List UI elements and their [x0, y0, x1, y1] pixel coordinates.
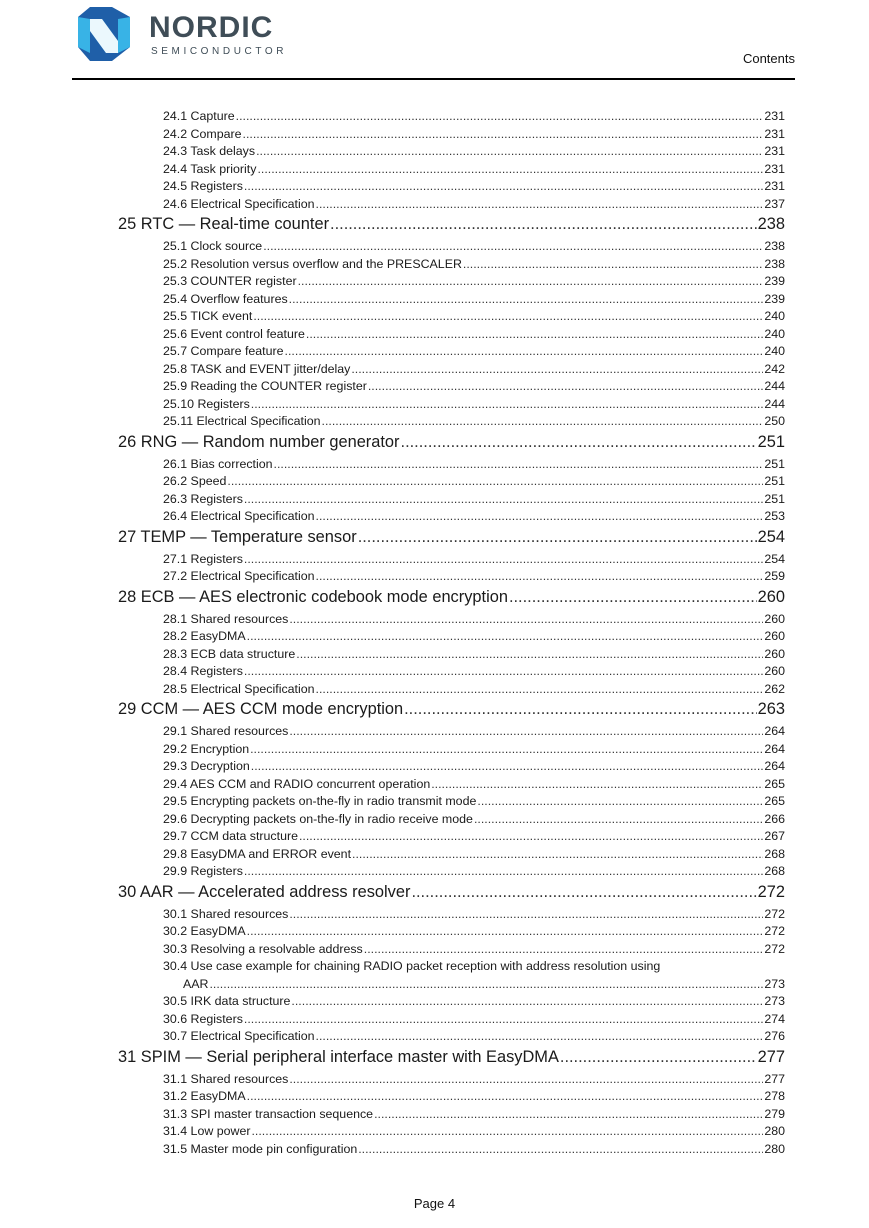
toc-page-number: 267	[764, 829, 785, 843]
dot-leader	[236, 109, 764, 123]
toc-entry[interactable]	[163, 1124, 785, 1142]
toc-page-number: 259	[764, 569, 785, 583]
toc-page-number: 272	[764, 941, 785, 956]
dot-leader	[358, 528, 757, 547]
toc-chapter-31[interactable]	[118, 1048, 785, 1072]
dot-leader	[351, 362, 763, 376]
toc-entry-label: 29.5 Encrypting packets on-the-fly in radio transmit mode	[163, 794, 477, 808]
toc-page-number: 268	[764, 864, 785, 878]
toc-page-number: 272	[764, 906, 785, 921]
toc-entry-label: 25.3 COUNTER register	[163, 274, 297, 288]
toc-page-number: 277	[757, 1047, 785, 1066]
toc-page-number: 268	[764, 846, 785, 861]
toc-entry[interactable]	[163, 379, 785, 397]
dot-leader	[251, 1124, 763, 1138]
toc-page-number: 280	[764, 1141, 785, 1156]
toc-entry-label: 26.3 Registers	[163, 491, 243, 506]
toc-page-number: 240	[764, 344, 785, 358]
toc-page-number: 272	[757, 882, 785, 901]
toc-page-number: 244	[764, 379, 785, 393]
toc-page-number: 242	[764, 361, 785, 376]
dot-leader	[244, 1012, 763, 1026]
toc-entry[interactable]	[163, 1089, 785, 1107]
dot-leader	[243, 127, 764, 141]
toc-entry-label: 29.4 AES CCM and RADIO concurrent operation	[163, 776, 431, 791]
toc-entry[interactable]	[163, 1072, 785, 1090]
toc-entry[interactable]	[163, 924, 785, 942]
dot-leader	[247, 1089, 764, 1103]
toc-entry[interactable]	[163, 1012, 785, 1030]
toc-page-number: 265	[764, 794, 785, 808]
nordic-logo-icon	[76, 5, 142, 63]
toc-group-29	[0, 724, 869, 882]
toc-entry[interactable]	[163, 864, 785, 882]
toc-page-number: 274	[764, 1011, 785, 1026]
dot-leader	[296, 647, 763, 661]
toc-entry[interactable]	[163, 664, 785, 682]
dot-leader	[251, 397, 764, 411]
dot-leader	[285, 344, 764, 358]
toc-page-number: 231	[764, 126, 785, 141]
toc-entry-label: 29.7 CCM data structure	[163, 829, 298, 843]
toc-entry[interactable]	[163, 274, 785, 292]
toc-page-number: 240	[764, 326, 785, 341]
toc-chapter-30[interactable]	[118, 883, 785, 907]
toc-entry-label: 24.3 Task delays	[163, 144, 256, 158]
toc-page-number: 266	[764, 811, 785, 826]
toc-page-number: 280	[764, 1124, 785, 1138]
toc-chapter-label: 31 SPIM — Serial peripheral interface master with EasyDMA	[118, 1047, 559, 1066]
toc-entry[interactable]	[163, 344, 785, 362]
toc-page-number: 231	[764, 144, 785, 158]
toc-entry[interactable]	[163, 144, 785, 162]
toc-page-number: 251	[764, 456, 785, 471]
toc-chapter-28[interactable]	[118, 588, 785, 612]
toc-group-25	[0, 239, 869, 432]
dot-leader	[477, 794, 763, 808]
toc-entry[interactable]	[163, 612, 785, 630]
dot-leader	[509, 588, 757, 607]
page-footer	[0, 1196, 869, 1211]
dot-leader	[330, 215, 757, 234]
toc-entry[interactable]	[163, 292, 785, 310]
toc-page-number: 250	[764, 414, 785, 428]
toc-entry-label: 24.2 Compare	[163, 126, 242, 141]
toc-entry-label: 25.6 Event control feature	[163, 326, 305, 341]
toc-entry-label: 24.1 Capture	[163, 109, 235, 123]
toc-page-number: 263	[757, 700, 785, 718]
toc-entry[interactable]	[163, 1107, 785, 1125]
header-divider	[72, 78, 795, 80]
toc-page-number: 279	[764, 1106, 785, 1121]
dot-leader	[247, 629, 764, 643]
dot-leader	[411, 883, 756, 902]
toc-entry-label: 30.7 Electrical Specification	[163, 1029, 315, 1043]
toc-entry[interactable]	[163, 724, 785, 742]
toc-group-28	[0, 612, 869, 700]
toc-entry[interactable]	[163, 647, 785, 665]
toc-entry-label: 31.2 EasyDMA	[163, 1089, 246, 1103]
toc-entry-label: 30.1 Shared resources	[163, 906, 289, 921]
dot-leader	[289, 1072, 763, 1086]
dot-leader	[289, 292, 764, 306]
toc-page-number: 273	[764, 976, 785, 991]
toc-page-number: 251	[764, 474, 785, 488]
toc-entry-label: 25.7 Compare feature	[163, 344, 284, 358]
toc-entry-label: 26.4 Electrical Specification	[163, 509, 315, 523]
toc-page-number: 238	[764, 239, 785, 253]
toc-entry[interactable]	[163, 794, 785, 812]
toc-entry-label: 30.3 Resolving a resolvable address	[163, 941, 363, 956]
toc-chapter-label: 25 RTC — Real-time counter	[118, 215, 330, 233]
toc-entry[interactable]	[163, 682, 785, 700]
toc-page-number: 276	[764, 1029, 785, 1043]
toc-entry[interactable]	[163, 1029, 785, 1047]
toc-group-24	[0, 109, 869, 214]
dot-leader	[244, 864, 763, 878]
toc-entry-label: 28.2 EasyDMA	[163, 629, 246, 643]
toc-page-number: 238	[764, 256, 785, 271]
toc-entry[interactable]	[163, 474, 785, 492]
dot-leader	[463, 257, 763, 271]
toc-page-number: 260	[764, 664, 785, 678]
toc-entry-label: 25.11 Electrical Specification	[163, 414, 321, 428]
toc-entry-label: 29.6 Decrypting packets on-the-fly in radio receive mode	[163, 811, 473, 826]
page-number: Page 4	[413, 1196, 456, 1211]
toc-entry-label: 30.2 EasyDMA	[163, 924, 246, 938]
dot-leader	[256, 144, 763, 158]
dot-leader	[298, 274, 764, 288]
dot-leader	[257, 162, 763, 176]
dot-leader	[306, 327, 763, 341]
dot-leader	[251, 759, 764, 773]
toc-entry-label: 24.6 Electrical Specification	[163, 196, 315, 211]
toc-entry-label: 29.2 Encryption	[163, 741, 250, 756]
toc-chapter-label: 28 ECB — AES electronic codebook mode encryption	[118, 587, 508, 606]
toc-page-number: 231	[764, 161, 785, 176]
toc-page-number: 238	[757, 215, 785, 233]
toc-entry[interactable]	[163, 239, 785, 257]
toc-entry[interactable]	[163, 509, 785, 527]
toc-entry[interactable]	[163, 994, 785, 1012]
toc-group-27	[0, 552, 869, 587]
dot-leader	[368, 379, 763, 393]
toc-entry-label-line2: AAR	[183, 976, 209, 991]
dot-leader	[316, 1029, 764, 1043]
table-of-contents	[0, 109, 869, 1159]
toc-page-number: 272	[764, 924, 785, 938]
dot-leader	[299, 829, 763, 843]
dot-leader	[289, 907, 763, 921]
toc-entry-label-line1: 30.4 Use case example for chaining RADIO packet reception with address resolution using	[163, 959, 661, 973]
toc-entry[interactable]	[163, 109, 785, 127]
toc-page-number: 262	[764, 681, 785, 696]
toc-entry[interactable]	[163, 414, 785, 432]
toc-entry[interactable]	[163, 162, 785, 180]
dot-leader	[374, 1107, 763, 1121]
toc-entry[interactable]	[163, 179, 785, 197]
dot-leader	[316, 509, 764, 523]
toc-chapter-label: 30 AAR — Accelerated address resolver	[118, 882, 411, 901]
toc-entry[interactable]	[163, 257, 785, 275]
toc-chapter-27[interactable]	[118, 528, 785, 552]
toc-entry-label: 27.2 Electrical Specification	[163, 569, 315, 583]
toc-entry[interactable]	[163, 309, 785, 327]
dot-leader	[289, 612, 763, 626]
toc-entry-label: 28.5 Electrical Specification	[163, 681, 315, 696]
logo-subtitle: SEMICONDUCTOR	[151, 46, 288, 57]
toc-page-number: 237	[764, 196, 785, 211]
toc-page-number: 264	[764, 741, 785, 756]
toc-chapter-label: 29 CCM — AES CCM mode encryption	[118, 700, 404, 718]
toc-entry-label: 31.5 Master mode pin configuration	[163, 1141, 358, 1156]
toc-page-number: 240	[764, 309, 785, 323]
toc-entry-label: 31.3 SPI master transaction sequence	[163, 1106, 374, 1121]
toc-chapter-label: 27 TEMP — Temperature sensor	[118, 527, 357, 546]
dot-leader	[244, 664, 763, 678]
dot-leader	[358, 1142, 763, 1156]
toc-entry[interactable]	[163, 362, 785, 380]
toc-entry-label-line2-row	[163, 977, 785, 995]
toc-entry-label: 30.5 IRK data structure	[163, 994, 291, 1008]
toc-entry-label: 25.1 Clock source	[163, 239, 263, 253]
toc-entry[interactable]	[163, 457, 785, 475]
toc-entry-label: 25.10 Registers	[163, 396, 250, 411]
toc-entry-label: 25.5 TICK event	[163, 309, 253, 323]
dot-leader	[322, 414, 764, 428]
dot-leader	[247, 924, 764, 938]
toc-page-number: 273	[764, 994, 785, 1008]
toc-page-number: 264	[764, 724, 785, 738]
toc-page-number: 260	[764, 646, 785, 661]
dot-leader	[474, 812, 763, 826]
toc-entry[interactable]	[163, 942, 785, 960]
dot-leader	[316, 197, 764, 211]
toc-page-number: 260	[764, 611, 785, 626]
toc-entry-label: 27.1 Registers	[163, 551, 243, 566]
dot-leader	[274, 457, 764, 471]
toc-page-number: 260	[764, 629, 785, 643]
toc-chapter-26[interactable]	[118, 433, 785, 457]
nordic-logo	[76, 5, 286, 65]
page-header	[0, 0, 869, 82]
toc-entry[interactable]	[163, 759, 785, 777]
toc-entry-label: 28.3 ECB data structure	[163, 646, 296, 661]
toc-entry[interactable]	[163, 569, 785, 587]
dot-leader	[263, 239, 763, 253]
toc-page-number: 253	[764, 509, 785, 523]
toc-entry-label: 29.9 Registers	[163, 864, 243, 878]
toc-entry[interactable]	[163, 1142, 785, 1160]
toc-entry[interactable]	[163, 742, 785, 760]
logo-wordmark: NORDIC	[149, 11, 274, 44]
toc-entry-label: 31.4 Low power	[163, 1124, 251, 1138]
toc-page-number: 277	[764, 1071, 785, 1086]
toc-entry[interactable]	[163, 847, 785, 865]
toc-entry-label: 26.1 Bias correction	[163, 456, 273, 471]
toc-entry[interactable]	[163, 492, 785, 510]
toc-entry-label: 25.4 Overflow features	[163, 291, 288, 306]
toc-entry-label: 29.8 EasyDMA and ERROR event	[163, 846, 352, 861]
toc-page-number: 239	[764, 291, 785, 306]
toc-entry[interactable]	[163, 397, 785, 415]
dot-leader	[244, 552, 763, 566]
toc-entry[interactable]	[163, 552, 785, 570]
toc-chapter-25[interactable]	[118, 215, 785, 239]
toc-entry[interactable]	[163, 812, 785, 830]
toc-chapter-29[interactable]	[118, 700, 785, 724]
dot-leader	[404, 700, 757, 719]
toc-entry[interactable]	[163, 629, 785, 647]
dot-leader	[364, 942, 764, 956]
toc-entry-label: 30.6 Registers	[163, 1011, 243, 1026]
dot-leader	[560, 1048, 757, 1067]
dot-leader	[227, 474, 763, 488]
toc-page-number: 251	[764, 491, 785, 506]
toc-entry-label: 25.2 Resolution versus overflow and the PRESCALER	[163, 256, 462, 271]
toc-entry-label: 28.4 Registers	[163, 664, 243, 678]
toc-group-26	[0, 457, 869, 527]
toc-chapter-label: 26 RNG — Random number generator	[118, 432, 400, 451]
toc-page-number: 231	[764, 179, 785, 193]
dot-leader	[431, 777, 763, 791]
dot-leader	[253, 309, 763, 323]
toc-group-30a	[0, 907, 869, 960]
toc-entry[interactable]	[163, 127, 785, 145]
dot-leader	[316, 682, 764, 696]
dot-leader	[250, 742, 763, 756]
toc-entry-label: 24.5 Registers	[163, 179, 243, 193]
toc-entry[interactable]	[163, 777, 785, 795]
toc-entry[interactable]	[163, 197, 785, 215]
toc-entry[interactable]	[163, 829, 785, 847]
toc-page-number: 239	[764, 274, 785, 288]
toc-group-31	[0, 1072, 869, 1160]
toc-entry-label: 29.3 Decryption	[163, 759, 250, 773]
toc-entry-label: 25.8 TASK and EVENT jitter/delay	[163, 361, 351, 376]
toc-entry-label: 28.1 Shared resources	[163, 611, 289, 626]
toc-page-number: 264	[764, 759, 785, 773]
toc-entry-label: 24.4 Task priority	[163, 161, 257, 176]
section-title: Contents	[742, 51, 795, 66]
dot-leader	[244, 179, 763, 193]
toc-page-number: 251	[757, 432, 785, 451]
toc-page-number: 265	[764, 776, 785, 791]
toc-page-number: 254	[757, 527, 785, 546]
toc-entry-label: 31.1 Shared resources	[163, 1071, 289, 1086]
toc-group-30b	[0, 994, 869, 1047]
dot-leader	[209, 977, 763, 991]
toc-entry-wrapped[interactable]	[163, 959, 785, 994]
dot-leader	[244, 492, 763, 506]
toc-page-number: 231	[764, 109, 785, 123]
toc-entry-label: 25.9 Reading the COUNTER register	[163, 379, 367, 393]
dot-leader	[401, 433, 757, 452]
dot-leader	[291, 994, 763, 1008]
toc-entry[interactable]	[163, 907, 785, 925]
toc-page-number: 244	[764, 396, 785, 411]
toc-page-number: 260	[757, 587, 785, 606]
toc-page-number: 254	[764, 551, 785, 566]
toc-entry-label: 29.1 Shared resources	[163, 724, 289, 738]
dot-leader	[352, 847, 763, 861]
dot-leader	[316, 569, 764, 583]
toc-page-number: 278	[764, 1089, 785, 1103]
toc-entry-label: 26.2 Speed	[163, 474, 227, 488]
dot-leader	[289, 724, 763, 738]
toc-entry[interactable]	[163, 327, 785, 345]
